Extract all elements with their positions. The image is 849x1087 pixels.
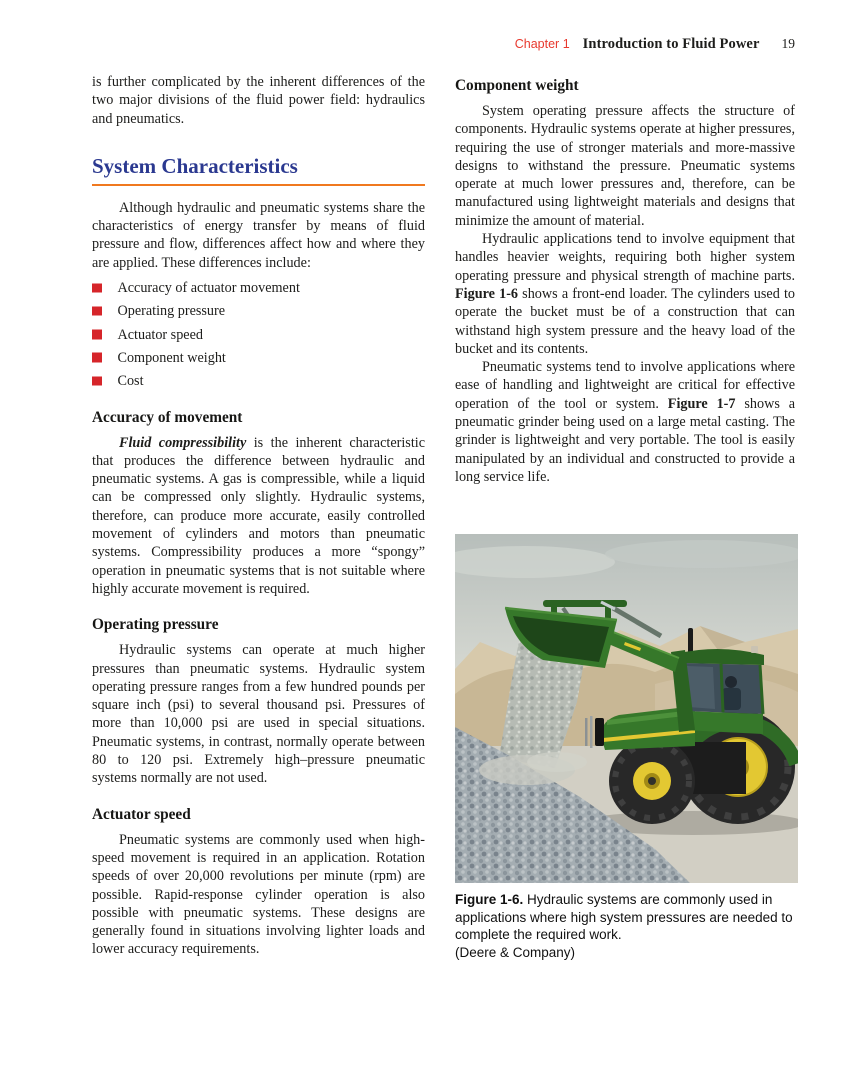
exhaust-stack	[688, 628, 693, 654]
hydraulic-applications-paragraph	[455, 230, 795, 358]
key-term: Fluid compressibility	[119, 434, 247, 451]
two-column-layout	[92, 73, 795, 962]
figure-credit: (Deere & Company)	[455, 945, 576, 961]
chapter-label: Chapter 1	[514, 37, 570, 51]
accuracy-paragraph	[92, 434, 425, 599]
bullet-label: Actuator speed	[117, 326, 203, 343]
list-item	[92, 326, 425, 344]
figure-1-7-reference: Figure 1-7	[667, 395, 736, 412]
square-bullet-icon	[92, 283, 102, 293]
list-item	[92, 349, 425, 367]
figure-1-6	[455, 534, 795, 961]
paragraph-text: shows a pneumatic grinder being used on a large metal casting. The grinder is lightweight and very portable. The tool is easily manipulated by an individual and constructed to provide a long service life.	[455, 395, 796, 485]
paragraph-text: Hydraulic applications tend to involve equipment that handles heavier weights, requiring both higher system operating pressure and physical strength of machine parts.	[455, 231, 795, 284]
square-bullet-icon	[92, 330, 102, 340]
intro-continuation-paragraph: is further complicated by the inherent differences of the two major divisions of the fluid power field: hydraulics and pneumatics.	[92, 74, 425, 127]
bullet-label: Cost	[117, 373, 144, 390]
paragraph-text: is the inherent characteristic that produces the difference between hydraulic and pneumatic systems. A gas is compressible, while a liquid can be compressed only slightly. Hydraulic systems, therefore, can produce more accurate, easily controlled movement of cylinders and motors than pneumatic systems. Compressibility produces a more “spongy” operation in pneumatic systems that is not suitable where highly accurate movement is required.	[92, 434, 425, 597]
list-item	[92, 372, 425, 390]
differences-bullet-list	[92, 279, 425, 390]
paragraph-text: Pneumatic systems tend to involve applications where ease of handling and lightweight are critical for effective operation of the tool or system.	[455, 359, 795, 412]
figure-label: Figure 1-6.	[455, 892, 524, 908]
grille	[595, 718, 604, 746]
actuator-speed-paragraph: Pneumatic systems are commonly used when high-speed movement is required in an application. Rotation speeds of over 20,000 revolutions per minute (rpm) are possible. Rapid-response cylinder operation is also possible with pneumatic systems. These designs are generally found in situations involving lighter loads and lower accuracy requirements.	[92, 831, 425, 958]
square-bullet-icon	[92, 306, 102, 316]
running-header	[92, 36, 795, 53]
square-bullet-icon	[92, 376, 102, 386]
list-item	[92, 279, 425, 297]
bullet-label: Accuracy of actuator movement	[117, 280, 300, 297]
subheading-actuator-speed: Actuator speed	[92, 805, 191, 823]
section-rule	[92, 184, 425, 186]
right-column	[455, 73, 795, 962]
bullet-label: Operating pressure	[117, 303, 226, 320]
caption-text: Hydraulic systems are commonly used in applications where high system pressures are needed to complete the required work.	[455, 892, 793, 943]
subheading-operating-pressure: Operating pressure	[92, 616, 219, 634]
pneumatic-applications-paragraph	[455, 358, 795, 486]
operating-pressure-paragraph: Hydraulic systems can operate at much higher pressures than pneumatic systems. Hydraulic system operating pressure ranges from a few hundred pounds per square inch (psi) to several thousand psi. Pressures of more than 10,000 psi are used in special situations. Pneumatic systems, in contrast, normally operate between 80 to 120 psi. Extremely high–pressure pneumatic systems normally are not used.	[92, 642, 425, 787]
figure-1-6-reference: Figure 1-6	[455, 285, 519, 302]
operator	[725, 676, 737, 688]
subheading-component-weight: Component weight	[455, 77, 579, 94]
bullet-label: Component weight	[117, 349, 226, 366]
figure-caption	[455, 891, 795, 961]
subheading-accuracy-of-movement: Accuracy of movement	[92, 408, 243, 426]
front-end-loader-photo	[455, 534, 798, 883]
page-number: 19	[781, 36, 795, 51]
left-column	[92, 73, 425, 962]
list-item	[92, 302, 425, 320]
section-heading: System Characteristics	[92, 153, 298, 178]
running-title: Introduction to Fluid Power	[582, 36, 760, 52]
square-bullet-icon	[92, 353, 102, 363]
paragraph-text: shows a front-end loader. The cylinders used to operate the bucket must be of a construction that can withstand high system pressure and the heavy load of the bucket and its contents.	[455, 285, 795, 357]
cab-base	[683, 711, 763, 734]
component-weight-paragraph: System operating pressure affects the structure of components. Hydraulic systems operate at higher pressures, requiring the use of stronger materials and more-massive designs to withstand the pressure. Pneumatic systems operate at much lower pressures and, therefore, can be manufactured using lightweight materials and designs that minimize the amount of material.	[455, 103, 795, 229]
section-intro-paragraph: Although hydraulic and pneumatic systems share the characteristics of energy transfer by means of fluid pressure and flow, differences affect how and where they are applied. These differences include:	[92, 199, 425, 271]
